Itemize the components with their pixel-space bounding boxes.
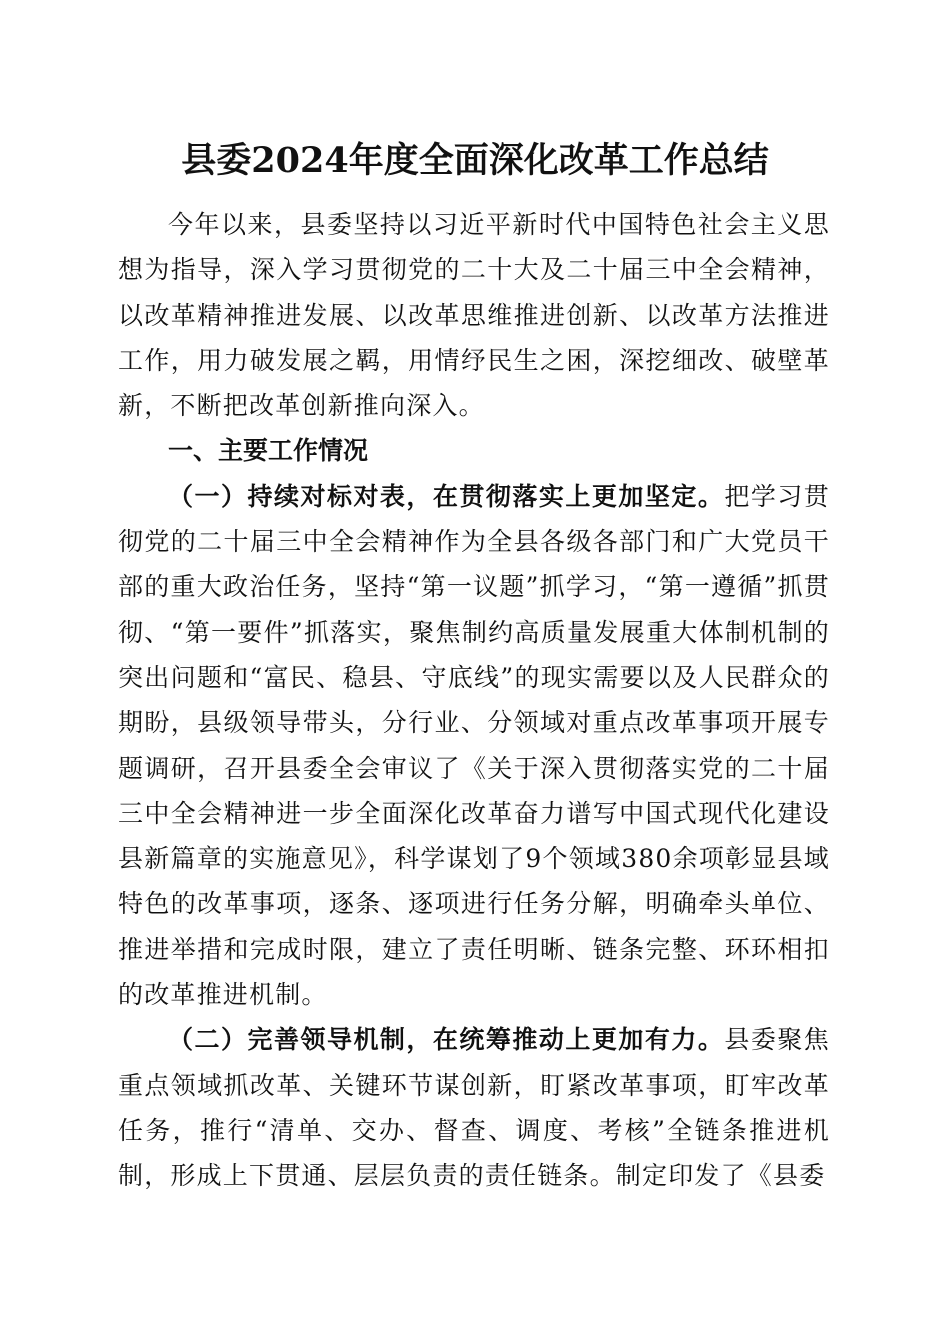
- item-paragraph-1: [118, 474, 830, 1018]
- item-text-2: 县委聚焦重点领域抓改革、关键环节谋创新，盯紧改革事项，盯牢改革任务，推行“清单、交办、督查、调度、考核”全链条推进机制，形成上下贯通、层层负责的责任链条。制定印发了《县委: [118, 1025, 831, 1191]
- item-paragraph-2: [118, 1017, 830, 1198]
- item-subheading-2: （二）完善领导机制，在统筹推动上更加有力。: [168, 1025, 725, 1055]
- intro-paragraph: 今年以来，县委坚持以习近平新时代中国特色社会主义思想为指导，深入学习贯彻党的二十大及二十届三中全会精神，以改革精神推进发展、以改革思维推进创新、以改革方法推进工作，用力破发展之羁，用情纾民生之困，深挖细改、破壁革新，不断把改革创新推向深入。: [118, 210, 830, 421]
- section-heading-main-work: 一、主要工作情况: [168, 436, 369, 466]
- item-text-1: 把学习贯彻党的二十届三中全会精神作为全县各级各部门和广大党员干部的重大政治任务，坚持“第一议题”抓学习，“第一遵循”抓贯彻、“第一要件”抓落实，聚焦制约高质量发展重大体制机制的突出问题和“富民、稳县、守底线”的现实需要以及人民群众的期盼，县级领导带头，分行业、分领域对重点改革事项开展专题调研，召开县委全会审议了《关于深入贯彻落实党的二十届三中全会精神进一步全面深化改革奋力谱写中国式现代化建设县新篇章的实施意见》，科学谋划了9个领域380余项彰显县域特色的改革事项，逐条、逐项进行任务分解，明确牵头单位、推进举措和完成时限，建立了责任明晰、链条完整、环环相扣的改革推进机制。: [118, 481, 831, 1010]
- document-body: [118, 202, 830, 1199]
- document-title: 县委2024年度全面深化改革工作总结: [181, 140, 769, 181]
- item-subheading-1: （一）持续对标对表，在贯彻落实上更加坚定。: [168, 481, 725, 511]
